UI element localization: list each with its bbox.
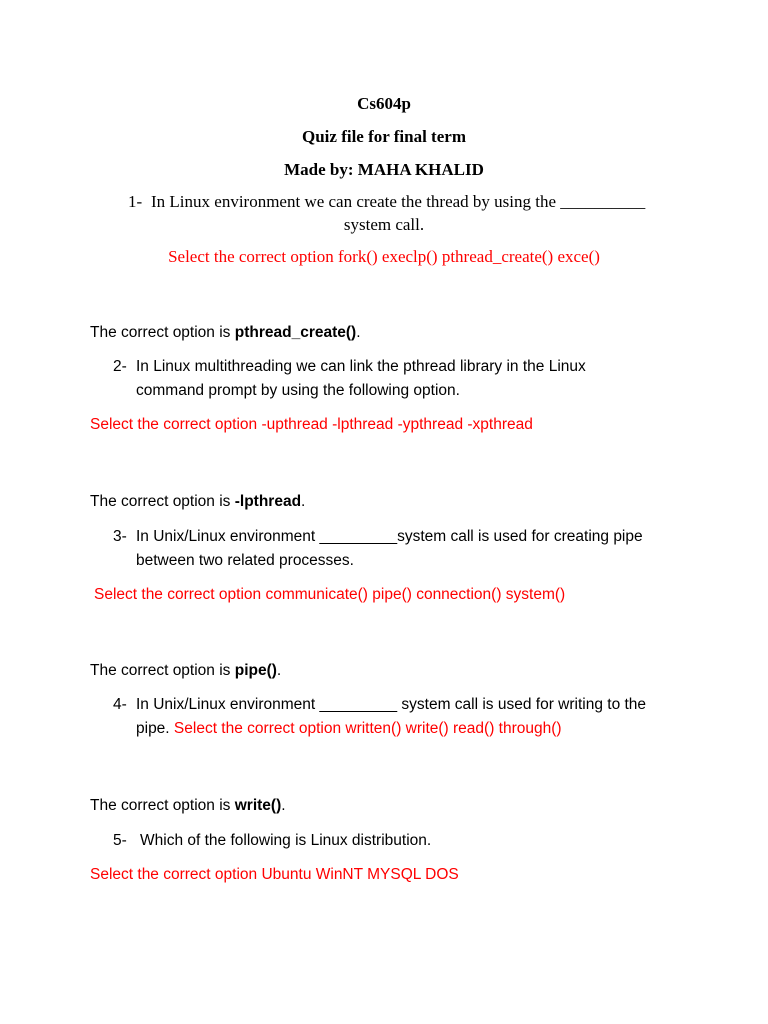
answer-prefix: The correct option is: [90, 662, 235, 679]
question-text-line2: [136, 720, 562, 738]
answer-line: [90, 493, 305, 511]
answer-value: -lpthread: [234, 493, 302, 510]
author-line: Made by: MAHA KHALID: [284, 160, 484, 179]
question-options: Select the correct option -upthread -lpthread -ypthread -xpthread: [90, 416, 533, 433]
answer-suffix: .: [356, 324, 361, 341]
question-number: 3-: [113, 528, 127, 545]
question-text-line1: In Linux environment we can create the thread by using the __________: [151, 192, 646, 211]
question-options: Select the correct option written() write() read() through(): [173, 720, 562, 737]
question-text-line1: In Linux multithreading we can link the pthread library in the Linux: [136, 358, 586, 375]
answer-suffix: .: [276, 662, 282, 679]
answer-suffix: .: [301, 493, 306, 510]
question-number: 2-: [113, 358, 127, 375]
question-number: 1-: [128, 192, 143, 211]
answer-line: [90, 662, 281, 680]
question-options: Select the correct option Ubuntu WinNT MYSQL DOS: [90, 866, 459, 883]
question-number: 5-: [113, 832, 127, 849]
answer-prefix: The correct option is: [90, 493, 235, 510]
answer-prefix: The correct option is: [90, 324, 235, 341]
answer-line: [90, 324, 361, 342]
answer-value: pipe(): [234, 662, 277, 679]
question-options: Select the correct option communicate() pipe() connection() system(): [94, 586, 566, 603]
question-text-line2: command prompt by using the following option.: [136, 382, 460, 399]
question-number: 4-: [113, 696, 127, 713]
document-subtitle: Quiz file for final term: [302, 127, 466, 146]
question-text-line2: system call.: [343, 215, 425, 234]
question-options: Select the correct option fork() execlp() pthread_create() exce(): [168, 247, 600, 266]
question-text-line2-prefix: pipe.: [136, 720, 174, 737]
answer-value: write(): [234, 797, 282, 814]
answer-suffix: .: [281, 797, 286, 814]
answer-line: [90, 797, 286, 815]
answer-value: pthread_create(): [234, 324, 357, 341]
question-text-line2: between two related processes.: [136, 552, 354, 569]
answer-prefix: The correct option is: [90, 797, 235, 814]
question-text-line1: Which of the following is Linux distribution.: [140, 832, 432, 849]
question-text-line1: In Unix/Linux environment _________system call is used for creating pipe: [136, 528, 643, 545]
course-title: Cs604p: [357, 94, 411, 113]
question-text-line1: In Unix/Linux environment _________ system call is used for writing to the: [136, 696, 647, 713]
